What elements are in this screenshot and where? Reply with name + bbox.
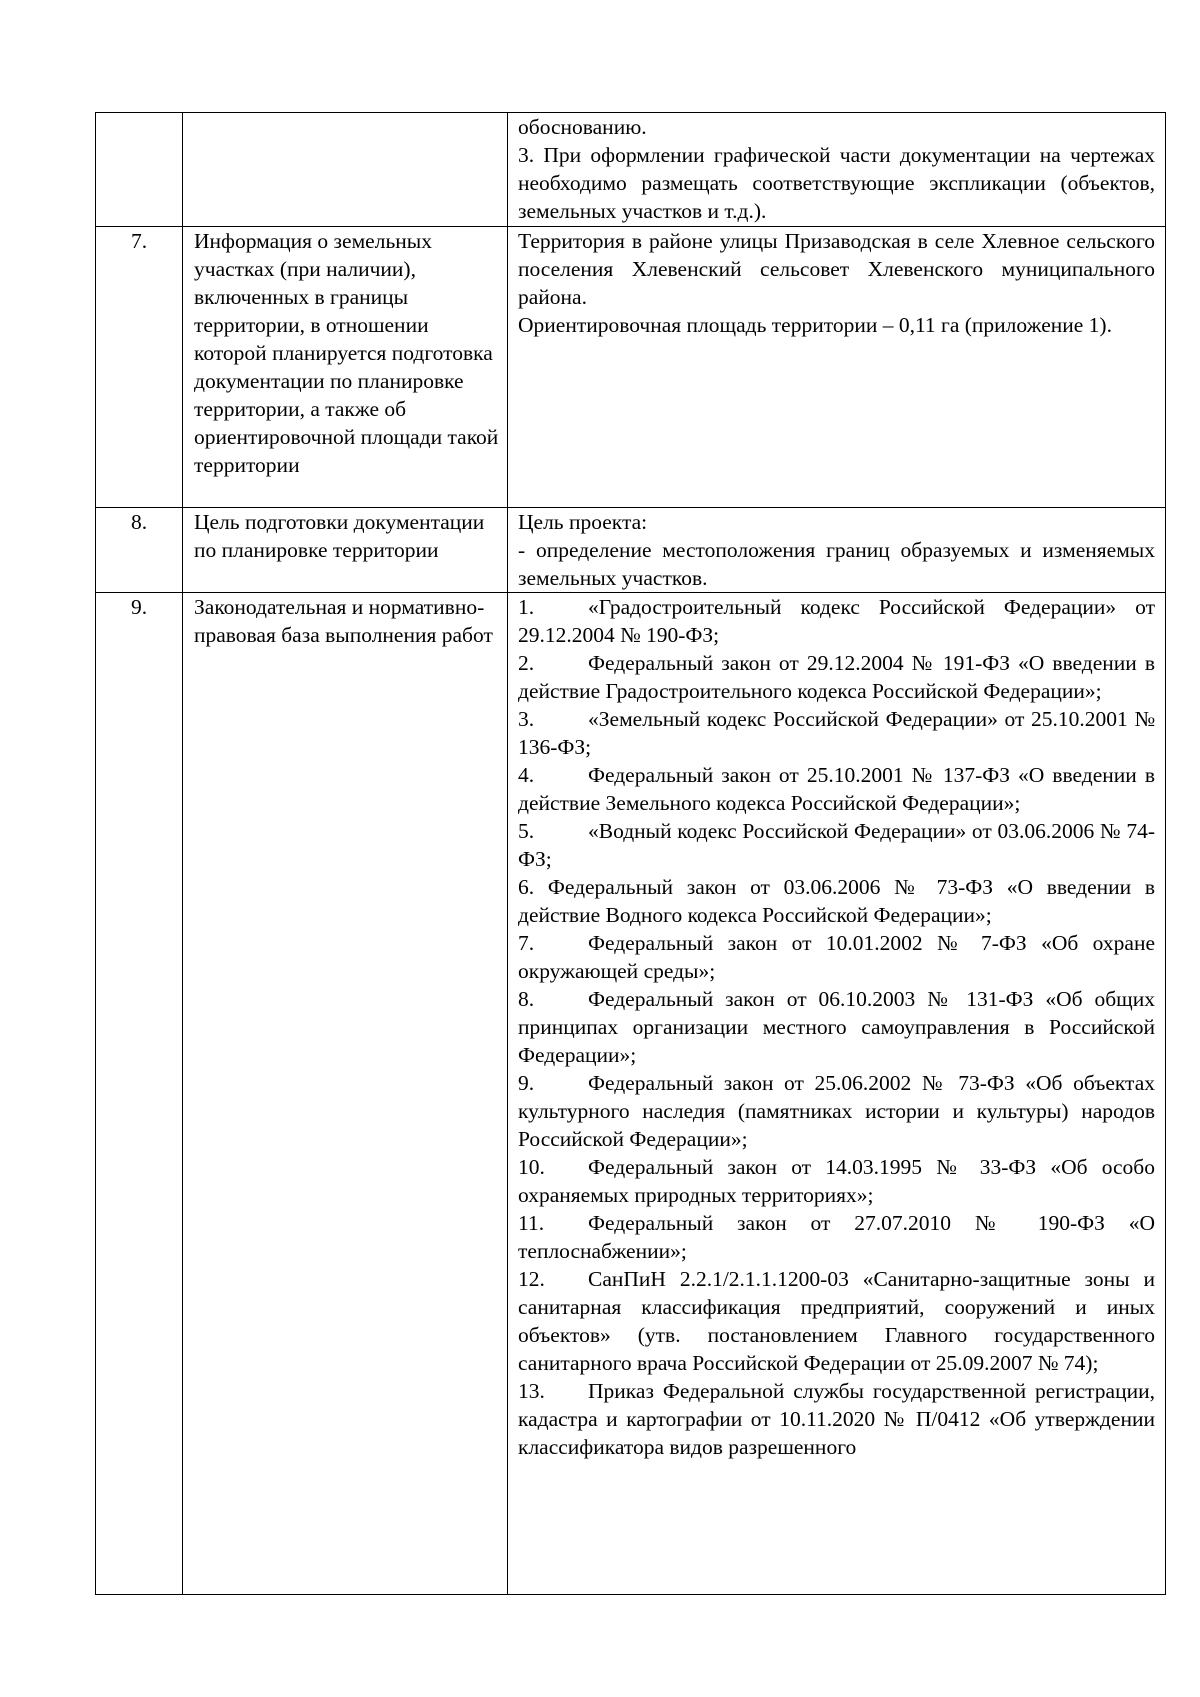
row-number-cell: 8. — [96, 508, 183, 593]
row-content-cell — [508, 113, 1166, 227]
row-number-cell — [96, 113, 183, 227]
item-number: 10. — [518, 1155, 545, 1179]
item-number: 8. — [518, 987, 535, 1011]
legal-basis-item — [518, 1209, 1155, 1265]
row-content-cell — [508, 508, 1166, 593]
item-number: 4. — [518, 763, 535, 787]
row-number-cell: 7. — [96, 227, 183, 508]
item-text: Федеральный закон от 03.06.2006 № 73-ФЗ «О введении в действие Водного кодекса Российской Федерации»; — [518, 875, 1155, 927]
legal-basis-item — [518, 649, 1155, 705]
item-number: 13. — [518, 1379, 545, 1403]
legal-basis-item — [518, 1265, 1155, 1377]
table-row — [96, 508, 1166, 593]
content-paragraph: - определение местоположения границ образуемых и изменяемых земельных участков. — [518, 538, 1155, 590]
content-paragraph: обоснованию. — [518, 115, 647, 139]
item-text: Федеральный закон от 25.06.2002 № 73-ФЗ «Об объектах культурного наследия (памятниках истории и культуры) народов Российской Федерации»; — [518, 1071, 1155, 1151]
table-row — [96, 113, 1166, 227]
row-label-cell: Цель подготовки документации по планировке территории — [183, 508, 508, 593]
row-content-cell — [508, 227, 1166, 508]
item-number: 2. — [518, 651, 535, 675]
content-paragraph: Ориентировочная площадь территории – 0,11 га (приложение 1). — [518, 313, 1112, 337]
legal-basis-item — [518, 761, 1155, 817]
legal-basis-item — [518, 817, 1155, 873]
item-text: Федеральный закон от 10.01.2002 № 7-ФЗ «Об охране окружающей среды»; — [518, 931, 1155, 983]
item-text: Федеральный закон от 06.10.2003 № 131-ФЗ «Об общих принципах организации местного самоуправления в Российской Федерации»; — [518, 987, 1155, 1067]
item-number: 12. — [518, 1267, 545, 1291]
row-label-cell: Законодательная и нормативно-правовая база выполнения работ — [183, 593, 508, 1595]
legal-basis-item — [518, 1069, 1155, 1153]
item-text: «Градостроительный кодекс Российской Федерации» от 29.12.2004 № 190-ФЗ; — [518, 595, 1155, 647]
content-paragraph: Территория в районе улицы Призаводская в селе Хлевное сельского поселения Хлевенский сельсовет Хлевенского муниципального района. — [518, 229, 1155, 309]
item-text: Федеральный закон от 14.03.1995 № 33-ФЗ «Об особо охраняемых природных территориях»; — [518, 1155, 1155, 1207]
item-text: «Земельный кодекс Российской Федерации» от 25.10.2001 № 136-ФЗ; — [518, 707, 1155, 759]
table-row — [96, 227, 1166, 508]
legal-basis-item — [518, 985, 1155, 1069]
item-text: «Водный кодекс Российской Федерации» от 03.06.2006 № 74-ФЗ; — [518, 819, 1155, 871]
item-number: 5. — [518, 819, 535, 843]
row-number-cell: 9. — [96, 593, 183, 1595]
row-label-cell: Информация о земельных участках (при наличии), включенных в границы территории, в отношении которой планируется подготовка документации по планировке территории, а также об ориентировочной площади такой территории — [183, 227, 508, 508]
content-paragraph: Цель проекта: — [518, 510, 648, 534]
legal-basis-list — [508, 593, 1166, 1595]
row-label-cell — [183, 113, 508, 227]
item-number: 7. — [518, 931, 535, 955]
item-text: СанПиН 2.2.1/2.1.1.1200-03 «Санитарно-защитные зоны и санитарная классификация предприятий, сооружений и иных объектов» (утв. постановлением Главного государственного санитарного врача Российской Федерации от 25.09.2007 № 74); — [518, 1267, 1155, 1375]
legal-basis-item — [518, 929, 1155, 985]
item-number: 3. — [518, 707, 535, 731]
legal-basis-item — [518, 873, 1155, 929]
item-number: 9. — [518, 1071, 535, 1095]
item-number: 1. — [518, 595, 535, 619]
table-row — [96, 593, 1166, 1595]
item-number: 6. — [518, 875, 548, 899]
legal-basis-item — [518, 593, 1155, 649]
item-text: Федеральный закон от 29.12.2004 № 191-ФЗ «О введении в действие Градостроительного кодекса Российской Федерации»; — [518, 651, 1155, 703]
content-paragraph: 3. При оформлении графической части документации на чертежах необходимо размещать соответствующие экспликации (объектов, земельных участков и т.д.). — [518, 143, 1155, 223]
item-text: Приказ Федеральной службы государственной регистрации, кадастра и картографии от 10.11.2020 № П/0412 «Об утверждении классификатора видов разрешенного — [518, 1379, 1155, 1459]
legal-basis-item — [518, 1153, 1155, 1209]
legal-basis-item — [518, 1377, 1155, 1461]
document-table — [95, 112, 1166, 1595]
item-text: Федеральный закон от 27.07.2010 № 190-ФЗ «О теплоснабжении»; — [518, 1211, 1155, 1263]
item-number: 11. — [518, 1211, 545, 1235]
item-text: Федеральный закон от 25.10.2001 № 137-ФЗ «О введении в действие Земельного кодекса Российской Федерации»; — [518, 763, 1155, 815]
legal-basis-item — [518, 705, 1155, 761]
